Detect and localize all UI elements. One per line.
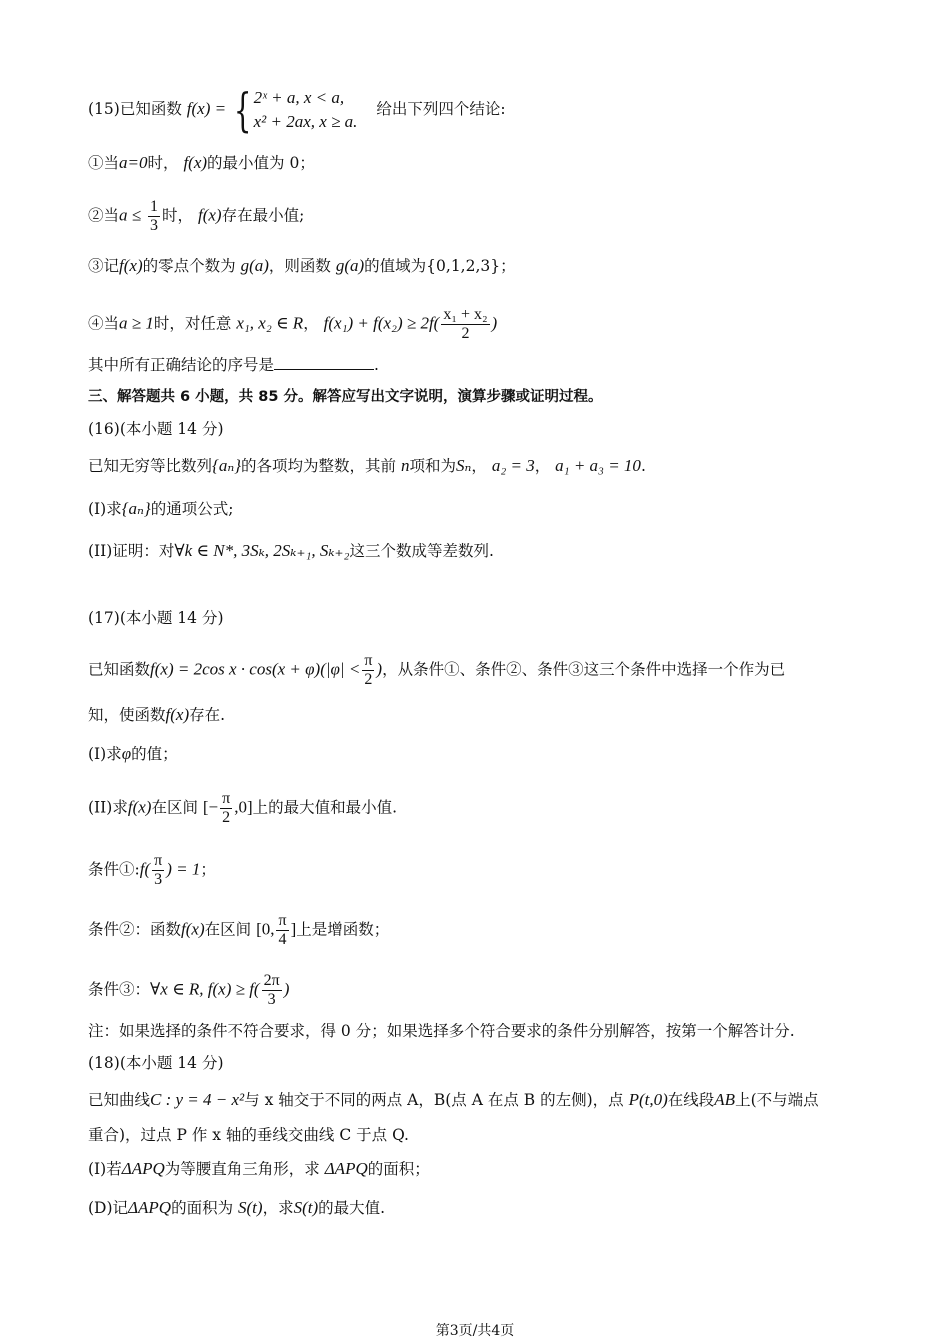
q17-part-2: (II)求f(x)在区间 [− $\frac{\pi}{2}$ ,0]上的最大值和最小值. [88, 790, 398, 826]
q16-part-1: (I)求{aₙ}的通项公式; [88, 499, 234, 518]
fraction-pi-over-4: $\frac{\pi}{4}$ [278, 912, 287, 948]
q16-stem: 已知无穷等比数列{aₙ}的各项均为整数，其前 n项和为Sₙ， a₂ = 3， a₁ + a₃ = 10. [88, 456, 646, 475]
q15-statement-1: ①当a=0时， f(x)的最小值为 0； [88, 153, 315, 172]
fraction-midpoint: $\frac{\text{x₁ + x₂}}{2}$ [443, 306, 488, 342]
fraction-pi-over-2: $\frac{\pi}{2}$ [364, 652, 373, 688]
q18-stem-continued: 重合)，过点 P 作 x 轴的垂线交曲线 C 于点 Q. [88, 1126, 409, 1144]
q15-intro: (15)已知函数 f(x) = { 2ˣ + a, x < a, x² + 2ax, x ≥ a. 给出下列四个结论: [88, 83, 506, 137]
q15-cases: 2ˣ + a, x < a, x² + 2ax, x ≥ a. [253, 88, 358, 131]
q15-statement-2: ②当a ≤ $\frac{1}{3}$ 时， f(x)存在最小值; [88, 198, 305, 234]
q17-condition-2: 条件②：函数f(x)在区间 [0, $\frac{\pi}{4}$ ]上是增函数； [88, 912, 390, 948]
fraction-one-third: $\frac{1}{3}$ [150, 198, 159, 234]
q18-header: (18)(本小题 14 分) [88, 1054, 224, 1072]
page-footer: 第3页/共4页 [435, 1323, 515, 1339]
fraction-pi-over-3: $\frac{\pi}{3}$ [154, 852, 163, 888]
q16-header: (16)(本小题 14 分) [88, 420, 224, 438]
q18-part-1: (I)若ΔAPQ为等腰直角三角形，求 ΔAPQ的面积； [88, 1159, 430, 1178]
section-3-heading: 三、解答题共 6 小题，共 85 分。解答应写出文字说明，演算步骤或证明过程。 [88, 389, 603, 405]
q15-answer-prompt: 其中所有正确结论的序号是 . [88, 356, 379, 374]
q18-part-2: (D)记ΔAPQ的面积为 S(t)，求S(t)的最大值. [88, 1198, 386, 1217]
q17-condition-1: 条件①:f( $\frac{\pi}{3}$ ) = 1； [88, 852, 216, 888]
q16-part-2: (II)证明：对∀k ∈ N*, 3Sₖ, 2Sₖ₊₁, Sₖ₊₂这三个数成等差数列. [88, 541, 494, 560]
q17-stem-continued: 知，使函数f(x)存在. [88, 705, 226, 724]
fraction-2pi-over-3: $\frac{2\pi}{3}$ [263, 972, 280, 1008]
q15-brace: { [234, 83, 252, 137]
q17-header: (17)(本小题 14 分) [88, 609, 224, 627]
q18-stem: 已知曲线C : y = 4 − x²与 x 轴交于不同的两点 A，B(点 A 在点 B 的左侧)，点 P(t,0)在线段AB上(不与端点 [88, 1090, 819, 1109]
fraction-pi-over-2: $\frac{\pi}{2}$ [222, 790, 231, 826]
answer-blank [274, 355, 374, 370]
q15-statement-3: ③记f(x)的零点个数为 g(a)，则函数 g(a)的值域为{0,1,2,3}； [88, 256, 516, 275]
q15-statement-4: ④当a ≥ 1时，对任意 x₁, x₂ ∈ R， f(x₁) + f(x₂) ≥ 2f( $\frac{\text{x₁ + x₂}}{2}$ ) [88, 306, 498, 342]
q15-function: f(x) = [186, 99, 231, 118]
q17-part-1: (I)求φ的值； [88, 744, 178, 763]
q17-condition-3: 条件③：∀x ∈ R, f(x) ≥ f( $\frac{2\pi}{3}$ ) [88, 972, 290, 1008]
q17-stem: 已知函数f(x) = 2cos x · cos(x + φ)(|φ| < $\frac{\pi}{2}$ )，从条件①、条件②、条件③这三个条件中选择一个作为已 [88, 652, 786, 688]
q17-note: 注：如果选择的条件不符合要求，得 0 分；如果选择多个符合要求的条件分别解答，按第一个解答计分. [88, 1022, 795, 1040]
